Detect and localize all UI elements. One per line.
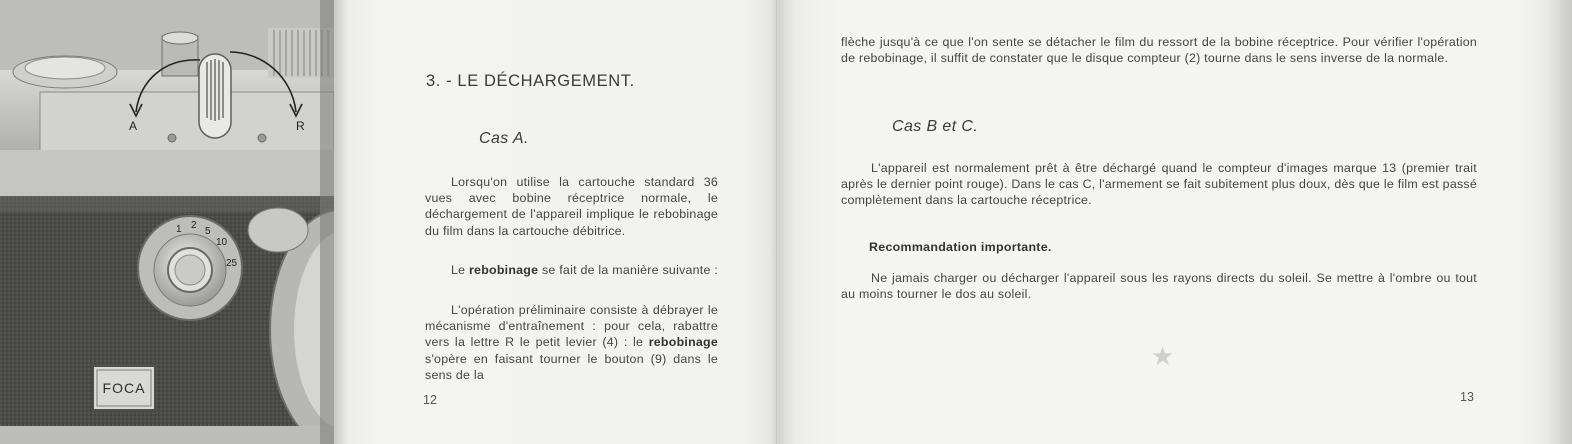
paragraph-continuation: flèche jusqu'à ce que l'on sente se détacher le film du ressort de la bobine réceptrice. Pour vérifier l'opération de rebobinage, il suffit de constater que le disque compteur (2) tourne dans le sens inverse de la normale. (841, 35, 1477, 66)
section-heading: 3. - LE DÉCHARGEMENT. (426, 72, 635, 90)
bold-term-rebobinage: rebobinage (468, 263, 539, 277)
text-run: se fait de la manière suivante : (538, 263, 719, 277)
text-run: L'opération préliminaire consiste à débrayer le mécanisme d'entraînement : pour cela, rabattre vers la lettre R le petit levier (4) : le (425, 303, 718, 350)
bold-term-rebobinage: rebobinage (648, 335, 718, 350)
camera-photo (0, 0, 334, 444)
dial-tick: 5 (205, 226, 211, 237)
paragraph-recommendation: Ne jamais charger ou décharger l'appareil sous les rayons directs du soleil. Se mettre à l'ombre ou tout au moins tourner le dos au soleil. (841, 271, 1477, 302)
recommendation-title: Recommandation importante. (869, 240, 1052, 254)
subheading-cas-bc: Cas B et C. (892, 118, 979, 135)
dial-tick: 25 (226, 258, 238, 269)
label-r: R (296, 119, 305, 133)
foca-logo: FOCA (102, 380, 146, 396)
dial-tick: 1 (176, 224, 182, 235)
paragraph-rebobinage (425, 262, 718, 278)
text-run: Le (451, 263, 469, 277)
star-ornament: ★ (1151, 341, 1175, 371)
dial-tick: 10 (216, 237, 228, 248)
camera-illustration (0, 0, 334, 444)
page-number-left: 12 (423, 393, 437, 407)
paragraph-intro: Lorsqu'on utilise la cartouche standard 36 vues avec bobine réceptrice normale, le déchargement de l'appareil implique le rebobinage du film dans la cartouche débitrice. (425, 175, 718, 238)
page-13 (778, 0, 1572, 444)
subheading-cas-a: Cas A. (479, 130, 529, 147)
page-number-right: 13 (1460, 390, 1474, 404)
label-a: A (129, 119, 138, 133)
text-run: s'opère en faisant tourner le bouton (9) dans le sens de la (425, 351, 718, 382)
page-12 (334, 0, 778, 444)
paragraph-operation (425, 302, 718, 383)
paragraph-cas-bc: L'appareil est normalement prêt à être déchargé quand le compteur d'images marque 13 (premier trait après le dernier point rouge). Dans le cas C, l'armement se fait subitement plus doux, dès que le film est passé complètement dans la cartouche réceptrice. (841, 161, 1477, 208)
dial-tick: 2 (191, 220, 197, 231)
